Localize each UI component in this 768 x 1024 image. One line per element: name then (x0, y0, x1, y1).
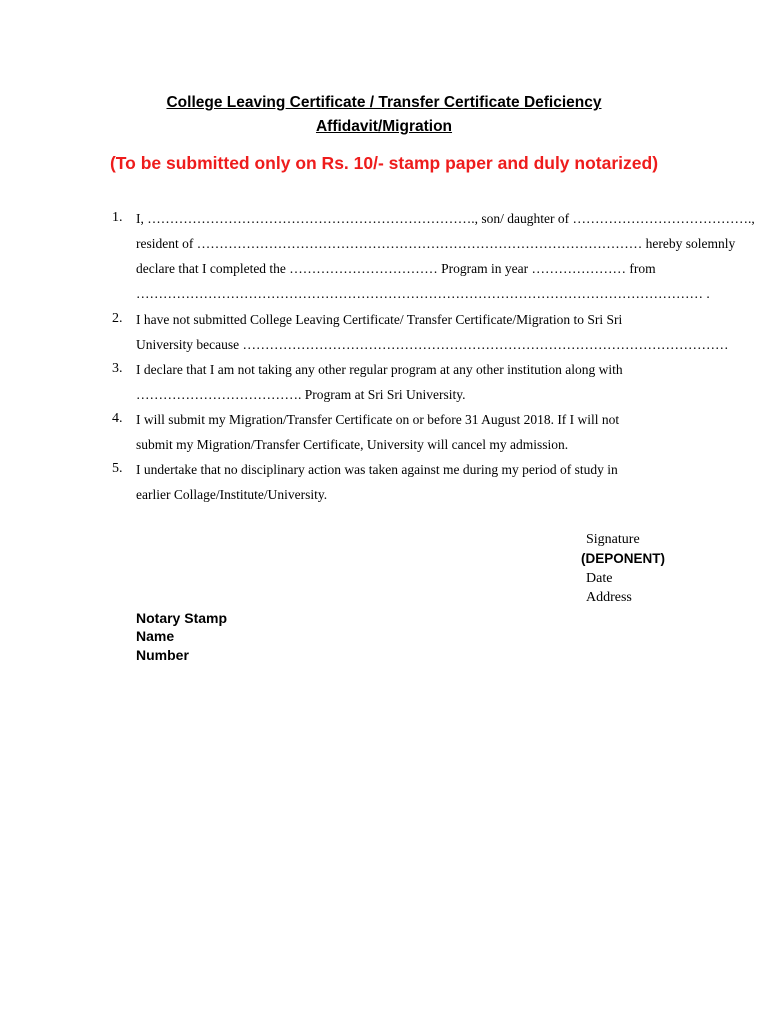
list-item-number: 3. (112, 361, 123, 376)
list-item-number: 2. (112, 311, 123, 326)
list-item-line: submit my Migration/Transfer Certificate, University will cancel my admission. (136, 437, 569, 452)
list-item-line: I, ………………………………………………………………., son/ daughter of …………………………………., (136, 211, 755, 226)
address-label: Address (586, 590, 632, 605)
list-item-line: ……………………………………………………………………………………………………………… . (136, 286, 710, 301)
deponent-label: (DEPONENT) (581, 551, 665, 566)
list-item-line: I undertake that no disciplinary action was taken against me during my period of study in (136, 462, 618, 477)
list-item-line: I declare that I am not taking any other regular program at any other institution along with (136, 362, 623, 377)
notary-number-label: Number (136, 647, 189, 663)
signature-label: Signature (586, 532, 640, 547)
document-title-line-2: Affidavit/Migration (315, 118, 453, 135)
list-item-number: 4. (112, 411, 123, 426)
stamp-paper-instruction: (To be submitted only on Rs. 10/- stamp paper and duly notarized) (109, 153, 659, 173)
list-item-line: resident of ……………………………………………………………………………………… hereby solemnly (136, 236, 736, 251)
list-item-number: 1. (112, 210, 123, 225)
list-item-line: ………………………………. Program at Sri Sri University. (136, 387, 466, 402)
notary-name-label: Name (136, 628, 175, 644)
list-item-line: University because ……………………………………………………………………………………………… (136, 337, 729, 352)
list-item-line: I have not submitted College Leaving Certificate/ Transfer Certificate/Migration to Sri Sri (136, 312, 623, 327)
list-item-number: 5. (112, 461, 123, 476)
list-item-line: I will submit my Migration/Transfer Certificate on or before 31 August 2018. If I will not (136, 412, 620, 427)
document-title-line-1: College Leaving Certificate / Transfer Certificate Deficiency (166, 94, 602, 111)
date-label: Date (586, 571, 613, 586)
list-item-line: earlier Collage/Institute/University. (136, 487, 328, 502)
list-item-line: declare that I completed the …………………………… Program in year ………………… from (136, 261, 656, 276)
notary-stamp-label: Notary Stamp (136, 610, 228, 626)
